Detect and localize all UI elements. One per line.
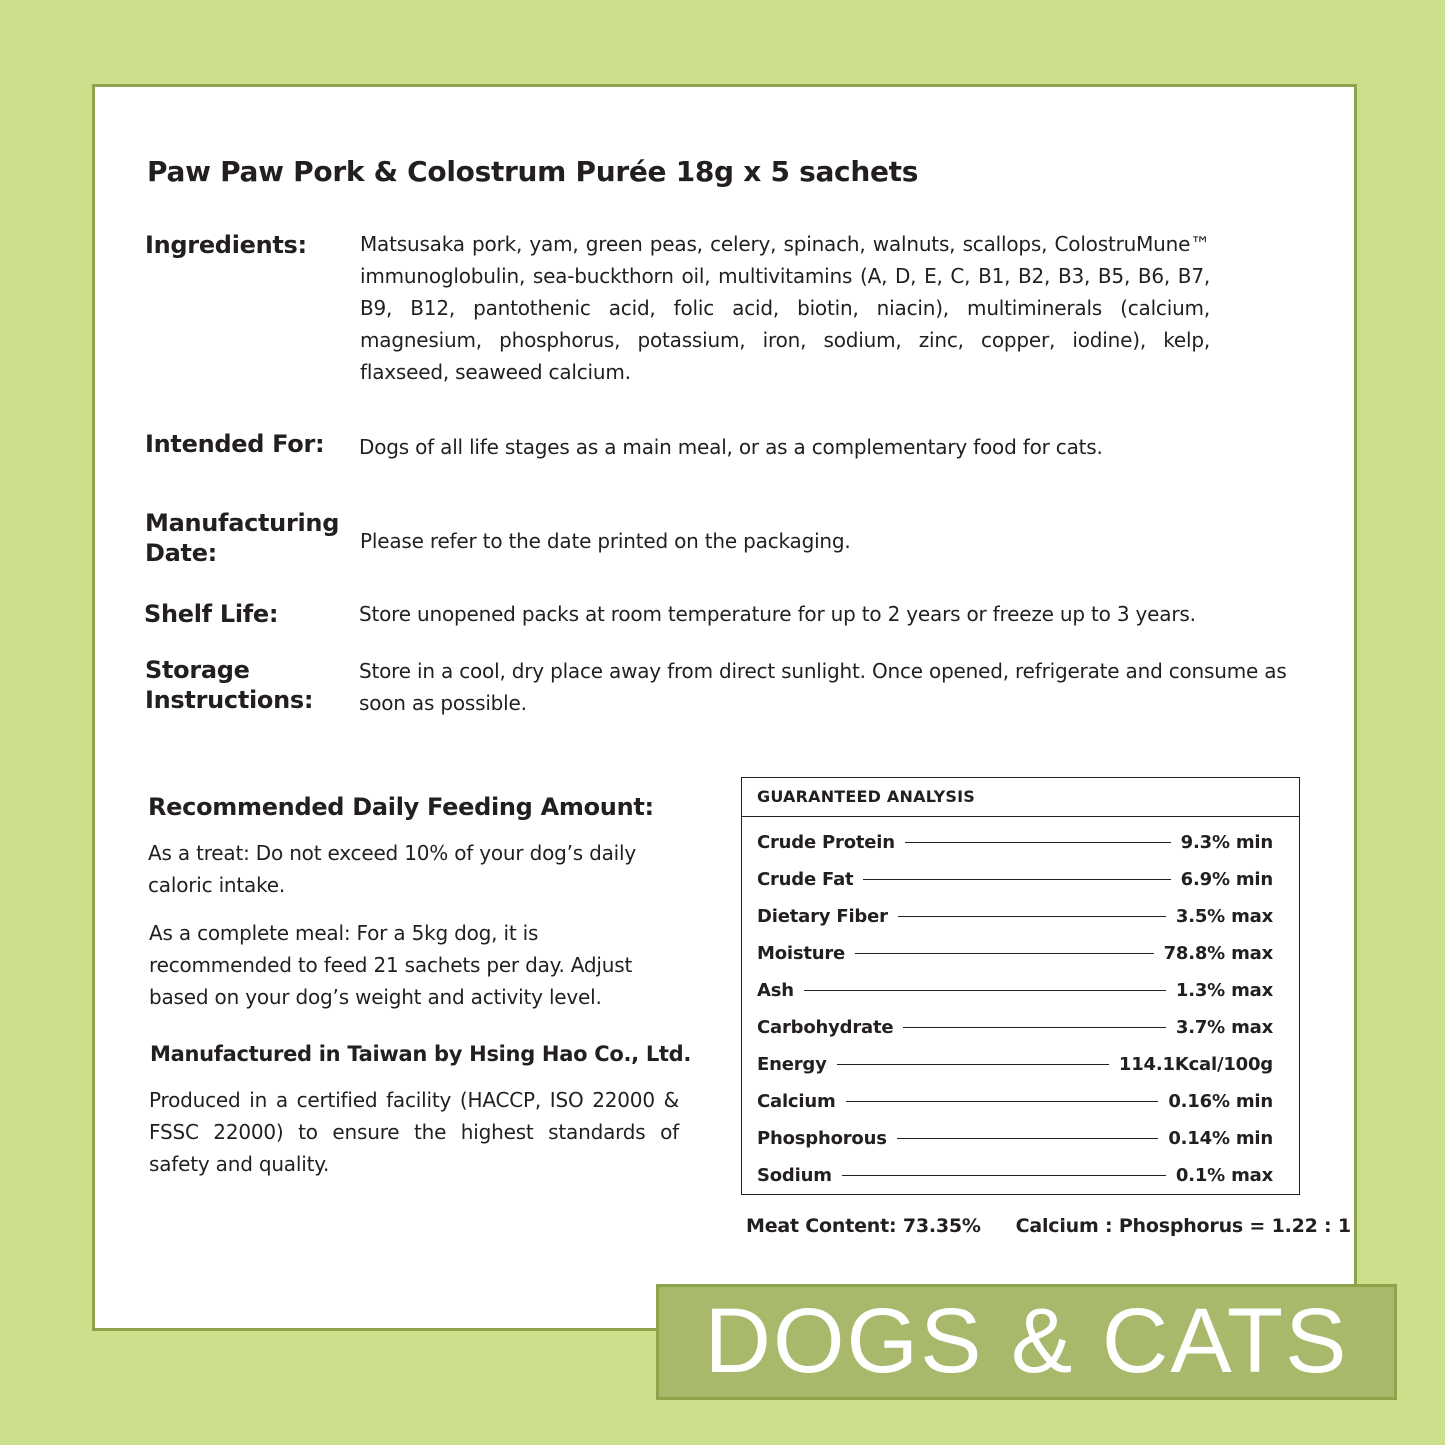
analysis-row bbox=[757, 861, 1273, 898]
feeding-heading: Recommended Daily Feeding Amount: bbox=[148, 793, 654, 821]
calcium-phosphorus-ratio: Calcium : Phosphorus = 1.22 : 1 bbox=[1015, 1215, 1351, 1237]
leader-line bbox=[898, 916, 1166, 917]
product-info-card bbox=[92, 84, 1357, 1331]
analysis-value: 9.3% min bbox=[1180, 832, 1273, 853]
meat-content: Meat Content: 73.35% bbox=[746, 1215, 981, 1237]
storage-label-line2: Instructions: bbox=[145, 686, 314, 714]
shelf-life-label: Shelf Life: bbox=[144, 600, 279, 628]
analysis-footer bbox=[746, 1215, 1351, 1237]
manufacturer-text: Produced in a certified facility (HACCP, ISO 22000 & FSSC 22000) to ensure the highest standards of safety and quality. bbox=[149, 1088, 679, 1176]
leader-line bbox=[837, 1064, 1109, 1065]
analysis-name: Energy bbox=[757, 1054, 827, 1075]
feeding-treat-text: As a treat: Do not exceed 10% of your dog’s daily caloric intake. bbox=[148, 841, 637, 897]
analysis-name: Crude Protein bbox=[757, 832, 895, 853]
analysis-value: 0.14% min bbox=[1168, 1128, 1273, 1149]
analysis-row bbox=[757, 824, 1273, 861]
analysis-row bbox=[757, 972, 1273, 1009]
analysis-value: 3.7% max bbox=[1175, 1017, 1273, 1038]
guaranteed-analysis-heading: GUARANTEED ANALYSIS bbox=[742, 778, 1299, 817]
storage-label bbox=[145, 655, 313, 715]
analysis-value: 114.1Kcal/100g bbox=[1118, 1054, 1273, 1075]
ingredients-value: Matsusaka pork, yam, green peas, celery, spinach, walnuts, scallops, ColostruMune™ immunoglobulin, sea-buckthorn oil, multivitamins (A, D, E, C, B1, B2, B3, B5, B6, B7, B9, B12, pantothenic acid, folic acid, biotin, niacin), multiminerals (calcium, magnesium, phosphorus, potassium, iron, sodium, zinc, copper, iodine), kelp, flaxseed, seaweed calcium. bbox=[360, 232, 1210, 384]
analysis-name: Sodium bbox=[757, 1165, 832, 1186]
guaranteed-analysis-rows bbox=[757, 824, 1273, 1194]
feeding-meal-text: As a complete meal: For a 5kg dog, it is recommended to feed 21 sachets per day. Adjust based on your dog’s weight and activity level. bbox=[149, 921, 633, 1009]
intended-for-value: Dogs of all life stages as a main meal, or as a complementary food for cats. bbox=[359, 435, 1103, 459]
analysis-row bbox=[757, 935, 1273, 972]
analysis-value: 78.8% max bbox=[1163, 943, 1273, 964]
leader-line bbox=[855, 953, 1153, 954]
analysis-name: Crude Fat bbox=[757, 869, 854, 890]
analysis-value: 6.9% min bbox=[1180, 869, 1273, 890]
guaranteed-analysis-table bbox=[741, 777, 1300, 1195]
analysis-name: Ash bbox=[757, 980, 794, 1001]
analysis-row bbox=[757, 1157, 1273, 1194]
analysis-value: 1.3% max bbox=[1175, 980, 1273, 1001]
manufacturing-date-label-line2: Date: bbox=[145, 539, 217, 567]
analysis-row bbox=[757, 1083, 1273, 1120]
analysis-value: 0.1% max bbox=[1175, 1165, 1273, 1186]
leader-line bbox=[903, 1027, 1166, 1028]
manufacturing-date-value: Please refer to the date printed on the packaging. bbox=[360, 529, 851, 553]
analysis-value: 3.5% max bbox=[1175, 906, 1273, 927]
leader-line bbox=[897, 1138, 1159, 1139]
analysis-name: Calcium bbox=[757, 1091, 836, 1112]
storage-label-line1: Storage bbox=[145, 656, 250, 684]
storage-value: Store in a cool, dry place away from direct sunlight. Once opened, refrigerate and consume as soon as possible. bbox=[359, 659, 1287, 715]
leader-line bbox=[863, 879, 1170, 880]
dogs-cats-badge: DOGS & CATS bbox=[656, 1284, 1397, 1400]
analysis-name: Carbohydrate bbox=[757, 1017, 894, 1038]
ingredients-label: Ingredients: bbox=[145, 231, 307, 259]
analysis-name: Moisture bbox=[757, 943, 846, 964]
manufacturing-date-label-line1: Manufacturing bbox=[145, 509, 340, 537]
analysis-row bbox=[757, 1046, 1273, 1083]
analysis-row bbox=[757, 1120, 1273, 1157]
leader-line bbox=[804, 990, 1166, 991]
manufacturer-heading: Manufactured in Taiwan by Hsing Hao Co., Ltd. bbox=[150, 1042, 692, 1066]
intended-for-label: Intended For: bbox=[145, 430, 325, 458]
analysis-value: 0.16% min bbox=[1168, 1091, 1273, 1112]
analysis-row bbox=[757, 1009, 1273, 1046]
leader-line bbox=[842, 1175, 1166, 1176]
leader-line bbox=[905, 842, 1171, 843]
leader-line bbox=[846, 1101, 1159, 1102]
analysis-row bbox=[757, 898, 1273, 935]
product-title: Paw Paw Pork & Colostrum Purée 18g x 5 sachets bbox=[147, 155, 919, 188]
shelf-life-value: Store unopened packs at room temperature for up to 2 years or freeze up to 3 years. bbox=[359, 602, 1196, 626]
manufacturing-date-label bbox=[145, 508, 339, 568]
analysis-name: Phosphorous bbox=[757, 1128, 887, 1149]
analysis-name: Dietary Fiber bbox=[757, 906, 888, 927]
